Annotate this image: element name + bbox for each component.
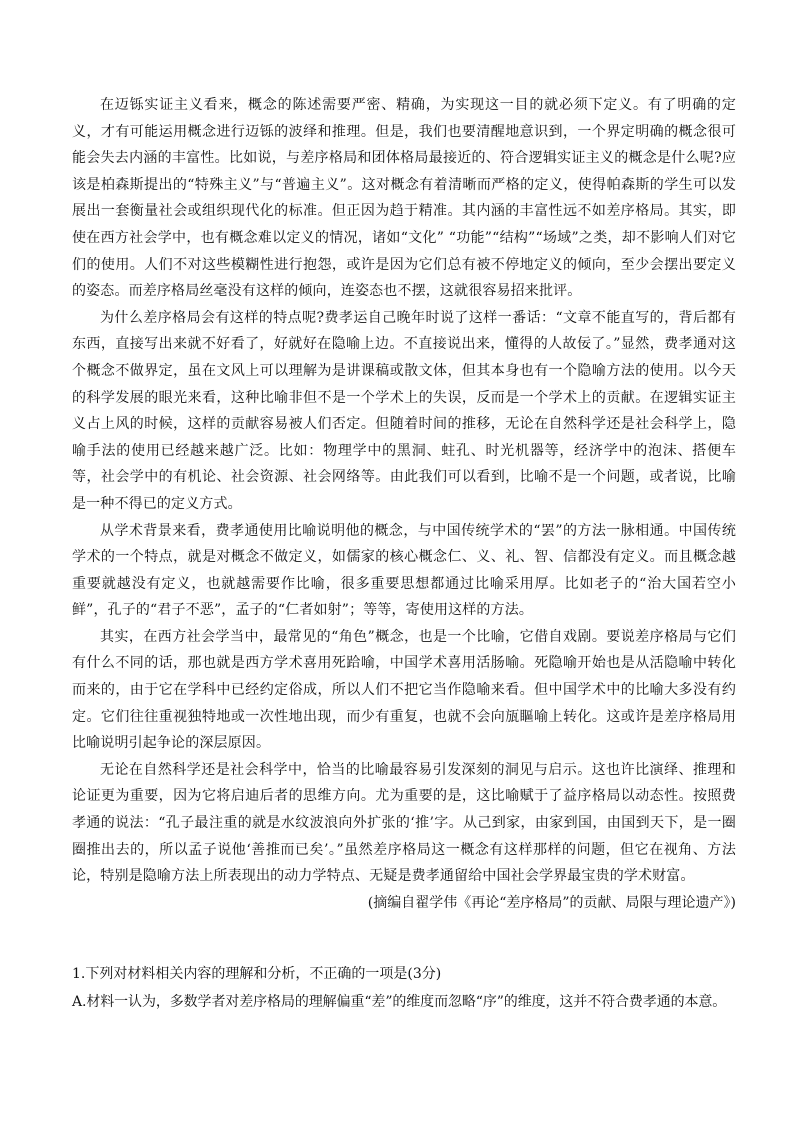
question-title: 1.下列对材料相关内容的理解和分析，不正确的一项是(3分) (72, 966, 442, 982)
paragraph-1: 在迈铄实证主义看来，概念的陈述需要严密、精确，为实现这一目的就必须下定义。有了明确的定义，才有可能运用概念进行迈铄的波绎和推理。但是，我们也要清醒地意识到，一个界定明确的概念很可能会失去内涵的丰富性。比如说，与差序格局和团体格局最接近的、符合逻辑实证主义的概念是什么呢?应该是柏森斯提出的“特殊主义”与“普遍主义”。这对概念有着清晰而严格的定义，使得帕森斯的学生可以发展出一套衡量社会或组织现代化的标准。但正因为趋于精准。其内涵的丰富性远不如差序格局。其实，即使在西方社会学中，也有概念难以定义的情况，诸如“文化” “功能”“结构”“场域”之类，却不影响人们对它们的使用。人们不对这些模糊性进行抱怨，或许是因为它们总有被不停地定义的倾向，至少会摆出要定义的姿态。而差序格局丝毫没有这样的倾向，连姿态也不摆，这就很容易招来批评。 (72, 97, 736, 300)
paragraph-3: 从学术背景来看，费孝通使用比喻说明他的概念，与中国传统学术的“罢”的方法一脉相通。中国传统学术的一个特点，就是对概念不做定义，如儒家的核心概念仁、义、礼、智、信都没有定义。而且概念越重要就越没有定义，也就越需要作比喻，很多重要思想都通过比喻采用厚。比如老子的“治大国若空小鲜”，孔子的“君子不恶”，孟子的“仁者如射”；等等，寄使用这样的方法。 (72, 522, 736, 619)
option-a: A.材料一认为，多数学者对差序格局的理解偏重“差”的维度而忽略“序”的维度，这并不符合费孝通的本意。 (72, 994, 727, 1010)
paragraph-4: 其实，在西方社会学当中，最常见的“角色”概念，也是一个比喻，它借自戏剧。要说差序格局与它们有什么不同的话，那也就是西方学术喜用死跲喻，中国学术喜用活肠喻。死隐喻开始也是从活隐喻中转化而来的，由于它在学科中已经约定俗成，所以人们不把它当作隐喻来看。但中国学术中的比喻大多没有约定。它们往往重视独特地或一次性地出现，而少有重复，也就不会向瓬瞘喻上转化。这或许是差序格局用比喻说明引起争论的深层原因。 (72, 628, 736, 752)
passage (72, 92, 736, 916)
question-1 (72, 960, 744, 1016)
paragraph-5: 无论在自然科学还是社会科学中，恰当的比喻最容易引发深刻的洞见与启示。这也许比演绎、推理和论证更为重要，因为它将启迪后者的思维方向。尤为重要的是，这比喻赋于了益序格局以动态性。按照费孝通的说法：“孔子最注重的就是水纹波浪向外扩张的‘推’字。从己到家，由家到国，由国到天下，是一圈圈推出去的，所以孟子说他‘善推而已矣’。”虽然差序格局这一概念有这样那样的问题，但它在视角、方法论，特别是隐喻方法上所表现出的动力学特点、无疑是费孝通留给中国社会学界最宝贵的学术财富。 (72, 761, 736, 885)
paragraph-2: 为什么差序格局会有这样的特点呢?费孝运自己晚年时说了这样一番话：“文章不能直写的，背后都有东西，直接写出来就不好看了，好就好在隐喻上边。不直接说出来，懂得的人故佞了。”显然，费孝通对这个概念不做界定，虽在文风上可以理解为是讲课稿或散文体，但其本身也有一个隐喻方法的使用。以今天的科学发展的眼光来看，这种比喻非但不是一个学术上的失误，反而是一个学术上的贡献。在逻辑实证主义占上风的时候，这样的贡献容易被人们否定。但随着时间的推移，无论在自然科学还是社会科学上，隐喻手法的使用已经越来越广泛。比如：物理学中的黑洞、蛀孔、时光机器等，经济学中的泡沫、搭便车等，社会学中的有机论、社会资源、社会网络等。由此我们可以看到，比喻不是一个问题，或者说，比喻是一种不得已的定义方式。 (72, 309, 736, 512)
source-citation: (摘编自翟学伟《再论“差序格局”的贡献、局限与理论遗产》) (367, 894, 736, 911)
